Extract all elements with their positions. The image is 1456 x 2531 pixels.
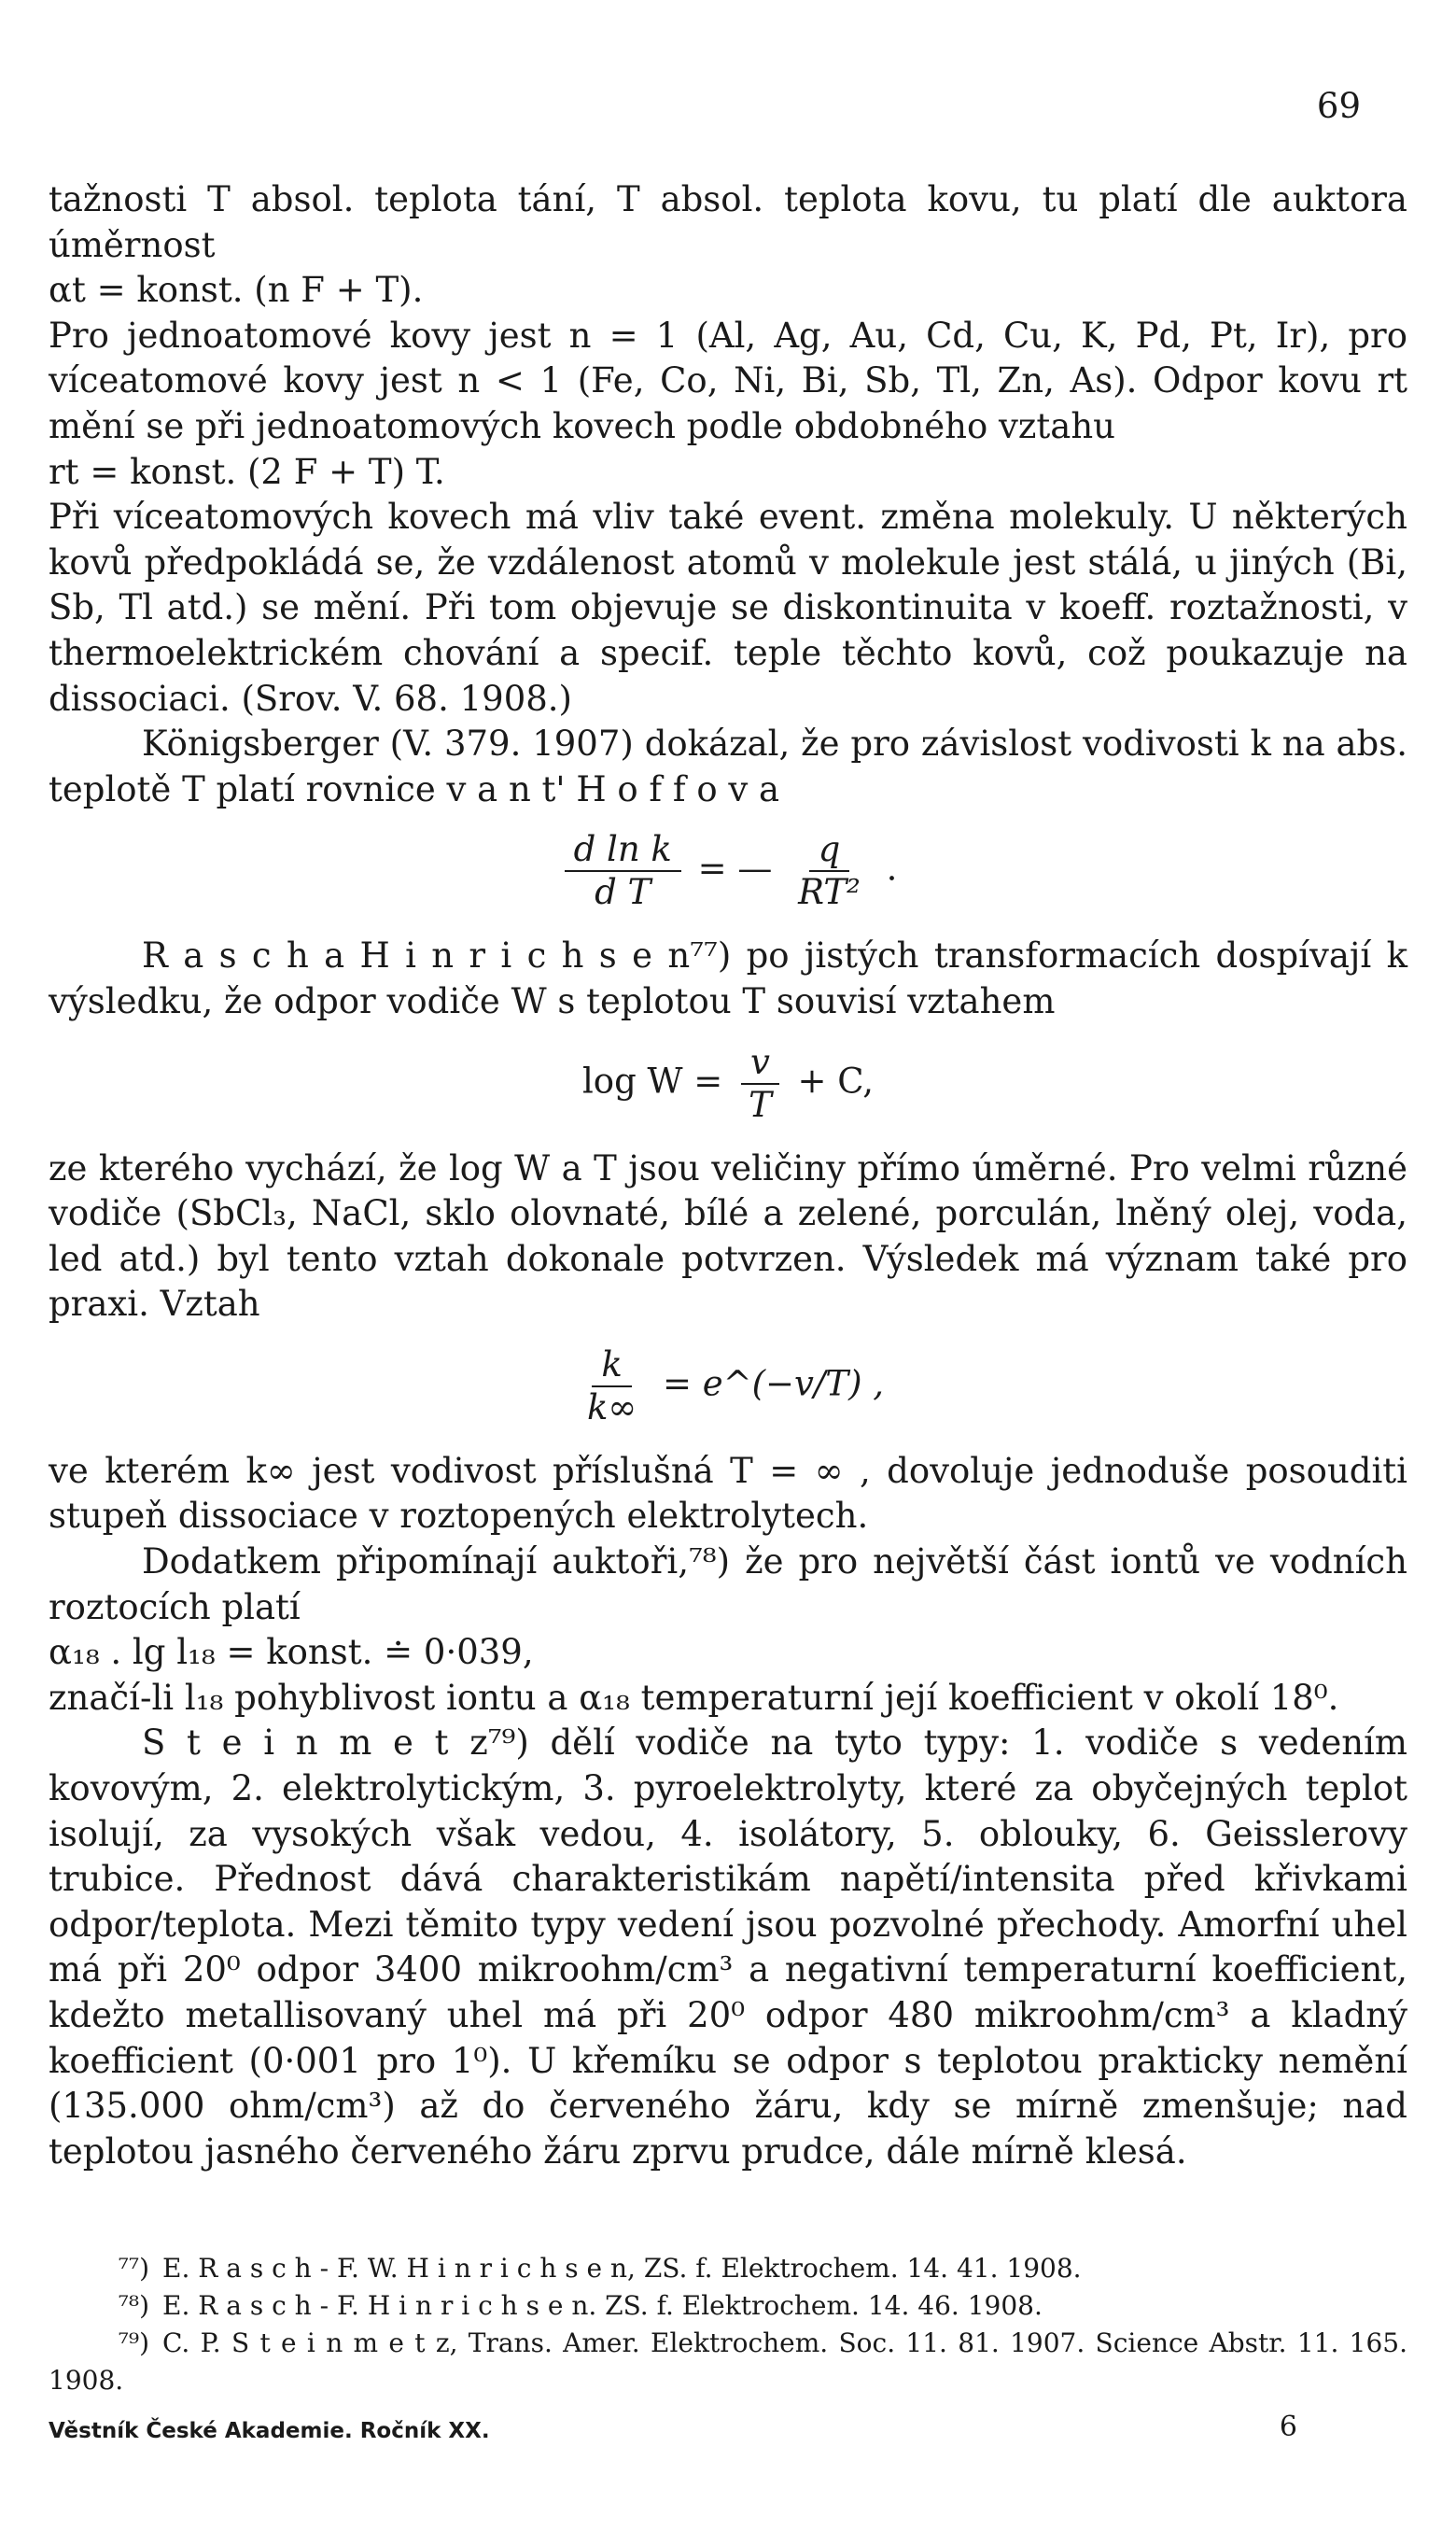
fraction-denominator: RT² bbox=[798, 872, 861, 913]
equation-alpha: αt = konst. (n F + T). bbox=[49, 270, 424, 311]
fraction-denominator: T bbox=[749, 1084, 772, 1125]
paragraph-3: Při víceatomových kovech má vliv také event. změna molekuly. U některých kovů předpokládá se, že vzdálenost atomů v molekule jest stálá, u jiných (Bi, Sb, Tl atd.) se mění. Při tom objevuje se diskontinuita v koeff. roztažnosti, v thermoelektrickém chování a specif. teple těchto kovů, což poukazuje na dissociaci. (Srov. V. 68. 1908.) bbox=[49, 497, 1407, 719]
fraction-numerator: v bbox=[741, 1042, 779, 1085]
equation-operator: = — bbox=[697, 848, 773, 889]
fraction-numerator: k bbox=[592, 1344, 631, 1387]
equation-right: + C, bbox=[797, 1061, 875, 1101]
equation-ion-mobility: α₁₈ . lg l₁₈ = konst. ≐ 0·039, bbox=[49, 1632, 534, 1673]
fraction-numerator: q bbox=[809, 829, 850, 872]
footnotes bbox=[49, 2250, 1407, 2399]
page-number: 69 bbox=[1316, 86, 1361, 126]
paragraph-8: Dodatkem připomínají auktoři,⁷⁸) že pro největší část iontů ve vodních roztocích platí bbox=[49, 1541, 1407, 1627]
fraction-numerator: d ln k bbox=[565, 829, 681, 872]
signature-mark: 6 bbox=[1279, 2411, 1297, 2443]
equation-log-w bbox=[49, 1042, 1407, 1126]
paragraph-6: ze kterého vychází, že log W a T jsou veličiny přímo úměrné. Pro velmi různé vodiče (SbCl₃, NaCl, sklo olovnaté, bílé a zelené, porculán, lněný olej, voda, led atd.) byl tento vztah dokonale potvrzen. Výsledek má význam také pro praxi. Vztah bbox=[49, 1147, 1407, 1325]
page-footer bbox=[49, 2411, 1407, 2443]
paragraph-7: ve kterém k∞ jest vodivost příslušná T = ∞ , dovoluje jednoduše posouditi stupeň dissociace v roztopených elektrolytech. bbox=[49, 1450, 1407, 1537]
journal-title: Věstník České Akademie. Ročník XX. bbox=[49, 2419, 490, 2443]
fraction-denominator: d T bbox=[595, 872, 651, 913]
footnote: ⁷⁷) E. R a s c h - F. W. H i n r i c h s e n, ZS. f. Elektrochem. 14. 41. 1908. bbox=[118, 2253, 1082, 2284]
paragraph-4: Königsberger (V. 379. 1907) dokázal, že pro závislost vodivosti k na abs. teplotě T platí rovnice v a n t' H o f f o v a bbox=[49, 724, 1407, 809]
paragraph-2: Pro jednoatomové kovy jest n = 1 (Al, Ag, Au, Cd, Cu, K, Pd, Pt, Ir), pro víceatomové kovy jest n < 1 (Fe, Co, Ni, Bi, Sb, Tl, Zn, As). Odpor kovu rt mění se při jednoatomových kovech podle obdobného vztahu bbox=[49, 315, 1407, 446]
equation-resistance: rt = konst. (2 F + T) T. bbox=[49, 451, 445, 492]
equation-left: log W = bbox=[581, 1061, 723, 1101]
footnote: ⁷⁸) E. R a s c h - F. H i n r i c h s e n. ZS. f. Elektrochem. 14. 46. 1908. bbox=[118, 2290, 1043, 2321]
body-text bbox=[49, 177, 1407, 2174]
equation-vant-hoff bbox=[49, 829, 1407, 913]
equation-tail: . bbox=[886, 848, 898, 889]
paragraph-1: tažnosti T absol. teplota tání, T absol. teplota kovu, tu platí dle auktora úměrnost bbox=[49, 179, 1407, 265]
paragraph-5: R a s c h a H i n r i c h s e n⁷⁷) po jistých transformacích dospívají k výsledku, že odpor vodiče W s teplotou T souvisí vztahem bbox=[49, 935, 1407, 1021]
equation-right: = e^(−v/T) , bbox=[662, 1363, 885, 1404]
paragraph-9: značí-li l₁₈ pohyblivost iontu a α₁₈ temperaturní její koefficient v okolí 18⁰. bbox=[49, 1677, 1339, 1718]
paragraph-10: S t e i n m e t z⁷⁹) dělí vodiče na tyto typy: 1. vodiče s vedením kovovým, 2. elektrolytickým, 3. pyroelektrolyty, které za obyčejných teplot isolují, za vysokých však vedou, 4. isolátory, 5. oblouky, 6. Geisslerovy trubice. Přednost dává charakteristikám napětí/intensita před křivkami odpor/teplota. Mezi těmito typy vedení jsou pozvolné přechody. Amorfní uhel má při 20⁰ odpor 3400 mikroohm/cm³ a negativní temperaturní koefficient, kdežto metallisovaný uhel má při 20⁰ odpor 480 mikroohm/cm³ a kladný koefficient (0·001 pro 1⁰). U křemíku se odpor s teplotou prakticky nemění (135.000 ohm/cm³) až do červeného žáru, kdy se mírně zmenšuje; nad teplotou jasného červeného žáru zprvu prudce, dále mírně klesá. bbox=[49, 1722, 1407, 2172]
equation-k-ratio bbox=[49, 1344, 1407, 1428]
footnote: ⁷⁹) C. P. S t e i n m e t z, Trans. Amer. Elektrochem. Soc. 11. 81. 1907. Science Abstr. 11. 165. 1908. bbox=[49, 2327, 1407, 2396]
fraction-denominator: k∞ bbox=[586, 1386, 637, 1427]
